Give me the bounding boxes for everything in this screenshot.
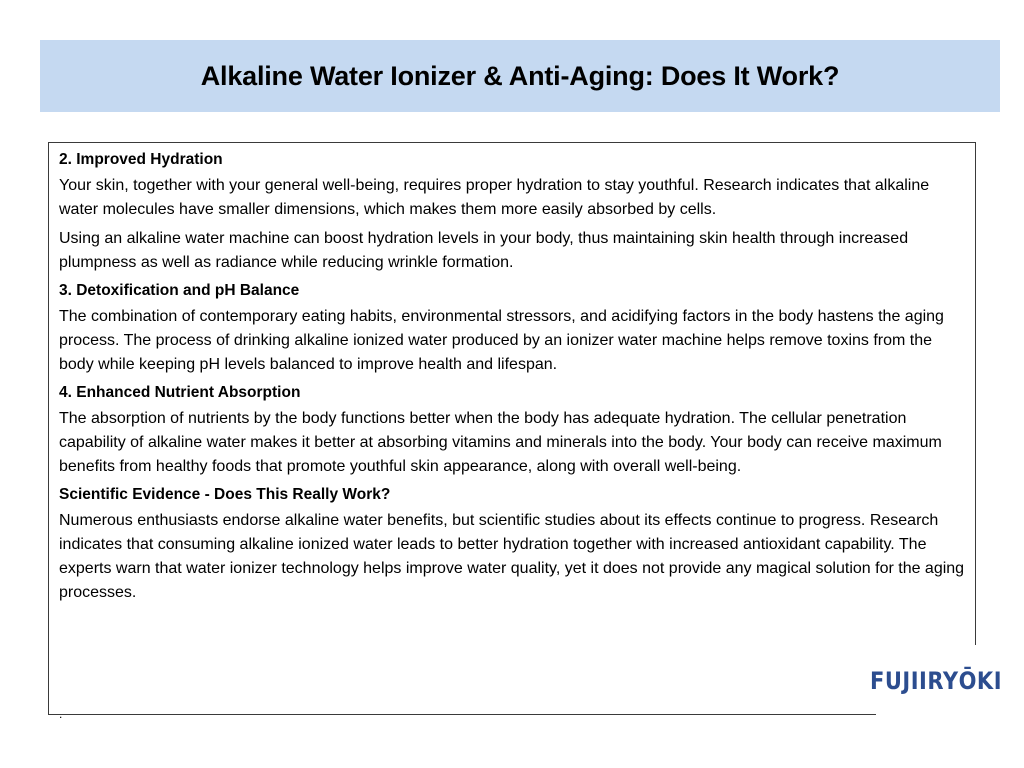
slide-title: Alkaline Water Ionizer & Anti-Aging: Does It Work? <box>200 60 840 91</box>
section-heading-nutrient: 4. Enhanced Nutrient Absorption <box>59 384 301 401</box>
section-paragraph: The absorption of nutrients by the body functions better when the body has adequate hydration. The cellular penetration capability of alkaline water makes it better at absorbing vitamins and minerals into the body. Your body can receive maximum benefits from healthy foods that promote youthful skin appearance, along with overall well-being. <box>59 410 942 475</box>
title-bar <box>40 40 1000 112</box>
section-paragraph: The combination of contemporary eating habits, environmental stressors, and acidifying factors in the body hastens the aging process. The process of drinking alkaline ionized water produced by an ionizer water machine helps remove toxins from the body while keeping pH levels balanced to improve health and lifespan. <box>59 308 944 373</box>
section-heading-evidence: Scientific Evidence - Does This Really Work? <box>59 486 391 503</box>
brand-logo <box>870 645 1003 717</box>
brand-logo-text: FUJIIRYŌKI <box>870 667 1003 695</box>
section-paragraph: Using an alkaline water machine can boost hydration levels in your body, thus maintaining skin health through increased plumpness as well as radiance while reducing wrinkle formation. <box>59 230 909 271</box>
section-heading-hydration: 2. Improved Hydration <box>59 151 223 168</box>
stray-mark: . <box>59 707 63 721</box>
content-box <box>48 142 976 715</box>
section-paragraph: Numerous enthusiasts endorse alkaline water benefits, but scientific studies about its effects continue to progress. Research indicates that consuming alkaline ionized water leads to better hydration together with increased antioxidant capability. The experts warn that water ionizer technology helps improve water quality, yet it does not provide any magical solution for the aging processes. <box>59 512 965 601</box>
section-paragraph: Your skin, together with your general well-being, requires proper hydration to stay youthful. Research indicates that alkaline water molecules have smaller dimensions, which makes them more easily absorbed by cells. <box>59 177 930 218</box>
section-heading-detox: 3. Detoxification and pH Balance <box>59 282 300 299</box>
